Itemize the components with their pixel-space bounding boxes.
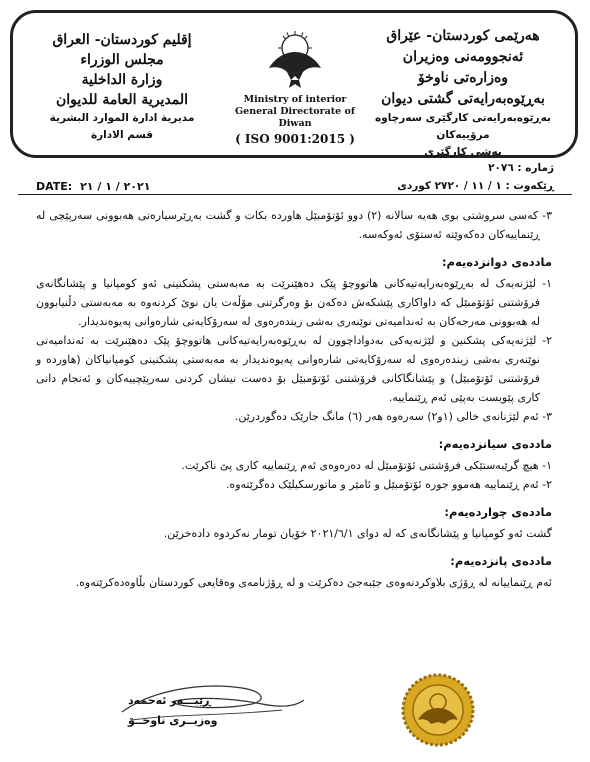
article-15-text: ئەم ڕێنماییانە لە ڕۆژی بلاوکردنەوەی جێبەجێ دەکرێت و لە ڕۆژنامەی وەقایعی کوردستان بڵاوەدەکرێتەوە. [75,576,552,589]
kurdish-hr-directorate: بەڕێوەبەرایەتی کارگێری سەرچاوە مرۆییەکان [375,112,551,141]
article-13-clause-1: ١- هیچ گرێبەستێکی فرۆشتنی ئۆتۆمبێل لە دەرەوەی ئەم ڕێنماییە کاری پێ ناکرێت. [181,459,552,472]
document-body [36,206,552,592]
arabic-council: مجلس الوزراء [80,52,164,68]
kurdish-date: ڕێکەوت : ١ / ١١ / ٢٧٢٠ کوردی [397,180,554,192]
arabic-admin-dept: قسم الادارة [90,129,154,141]
arabic-hr-directorate: مديرية ادارة الموارد البشرية [49,112,195,124]
gregorian-date [36,180,150,193]
signatory-title: وەزیــری ناوخــۆ [128,714,218,727]
arabic-letterhead [22,30,222,144]
kurdish-region: هەرێمی کوردستان- عێراق [386,28,540,44]
article-12-clause-1: ١- لێژنەیەک لە بەڕێوەبەرایەتیەکانی هاتووچۆ پێک دەهێنرێت بە مەبەستی پشکنینی ئەو کومپانیا و پێشانگانەی فرۆشتنی ئۆتۆمبێل کە داواکاری پێشکەش دەکەن بۆ وەرگرتنی مۆڵەت یان نوێ کردنەوە بە مەبەستی دڵنیابوون لە هەبوونی مەرجەکان بە ئەندامیەتی نوێنەری بەشی زیندەرەوی لە سەرۆکایەتی شارەوانی پەیوەندیدار. [36,277,552,328]
kurdish-admin-dept: بەشی کارگێری [424,146,502,158]
arabic-ministry: وزارة الداخلية [81,72,163,88]
article-12-clause-2: ٢- لێژنەیەکی پشکنین و لێژنەیەکی بەدواداچوون لە بەڕێوەبەرایەتیەکانی هاتووچۆ پێک دەهێنرێت بە ئەندامیەتی نوێنەری بەشی زیندەرەوی لە سەرۆکایەتی شارەوانی پەیوەندیدار بە مەبەستی پشکنینی کومپانیاکان (هاوردە و فرۆشتنی ئۆتۆمبێل) و پێشانگاکانی فرۆشتنی ئۆتۆمبێل بۆ دەست نیشان کردنی سەرپێچییەکان و ئەنجام دانی کاری پێویست بەپێی ئەم ڕێنماییە. [36,334,552,404]
article-14-heading: ماددەی چواردەیەم: [444,505,552,519]
article-15-heading: ماددەی پانزدەیەم: [450,554,552,568]
article-12-heading: ماددەی دوانزدەیەم: [441,255,552,269]
arabic-directorate: المديرية العامة للديوان [55,92,189,108]
kurdish-council: ئەنجوومەنی وەزیران [402,49,524,65]
header-divider [18,194,572,195]
arabic-region: إقليم كوردستان- العراق [52,32,192,48]
document-number: ژمارە : ٢٠٧٦ [488,162,554,174]
ministry-name-english: Ministry of interior [243,94,347,105]
article-14-text: گشت ئەو کومپانیا و پێشانگانەی کە لە دوای ٢٠٢١/٦/١ خۆیان تومار نەکردوە دادەخرێن. [163,527,552,540]
date-label: DATE: [36,180,73,193]
kurdistan-eagle-emblem-icon [263,28,327,90]
kurdish-ministry: وەزارەتی ناوخۆ [417,70,509,86]
article-11-clause-3: ٣- کەسی سروشتی بوی هەیە سالانە (٢) دوو ئۆتۆمبێل هاوردە بکات و گشت بەڕێرسیارەتی هەبوونی سەرپێچی لە ڕێنماییەکان دەکەوێتە ئەستۆی ئەوکەسە. [36,209,552,241]
iso-certification: ( ISO 9001:2015 ) [235,132,355,146]
signatory-name: ڕێبـــەر ئەحمەد [128,694,211,707]
article-13-heading: ماددەی سیانزدەیەم: [438,437,552,451]
article-13-clause-2: ٢- ئەم ڕێنماییە هەموو جورە ئۆتۆمبێل و ئامێر و ماتورسکیلێک دەگرێتەوە. [225,478,552,491]
kurdish-directorate: بەڕێوەبەرایەتی گشتی دیوان [381,91,545,107]
center-emblem-block [228,28,362,146]
gold-seal-icon [400,672,476,748]
date-value: ٢٠٢١ / ١ / ٢١ [80,180,151,193]
kurdish-letterhead [358,26,568,161]
article-12-clause-3: ٣- ئەم لێژنانەی خالی (١و٢) سەرەوە هەر (٦) مانگ جارێک دەگوردرێن. [234,410,552,423]
directorate-name-english: General Directorate of Diwan [235,106,355,129]
